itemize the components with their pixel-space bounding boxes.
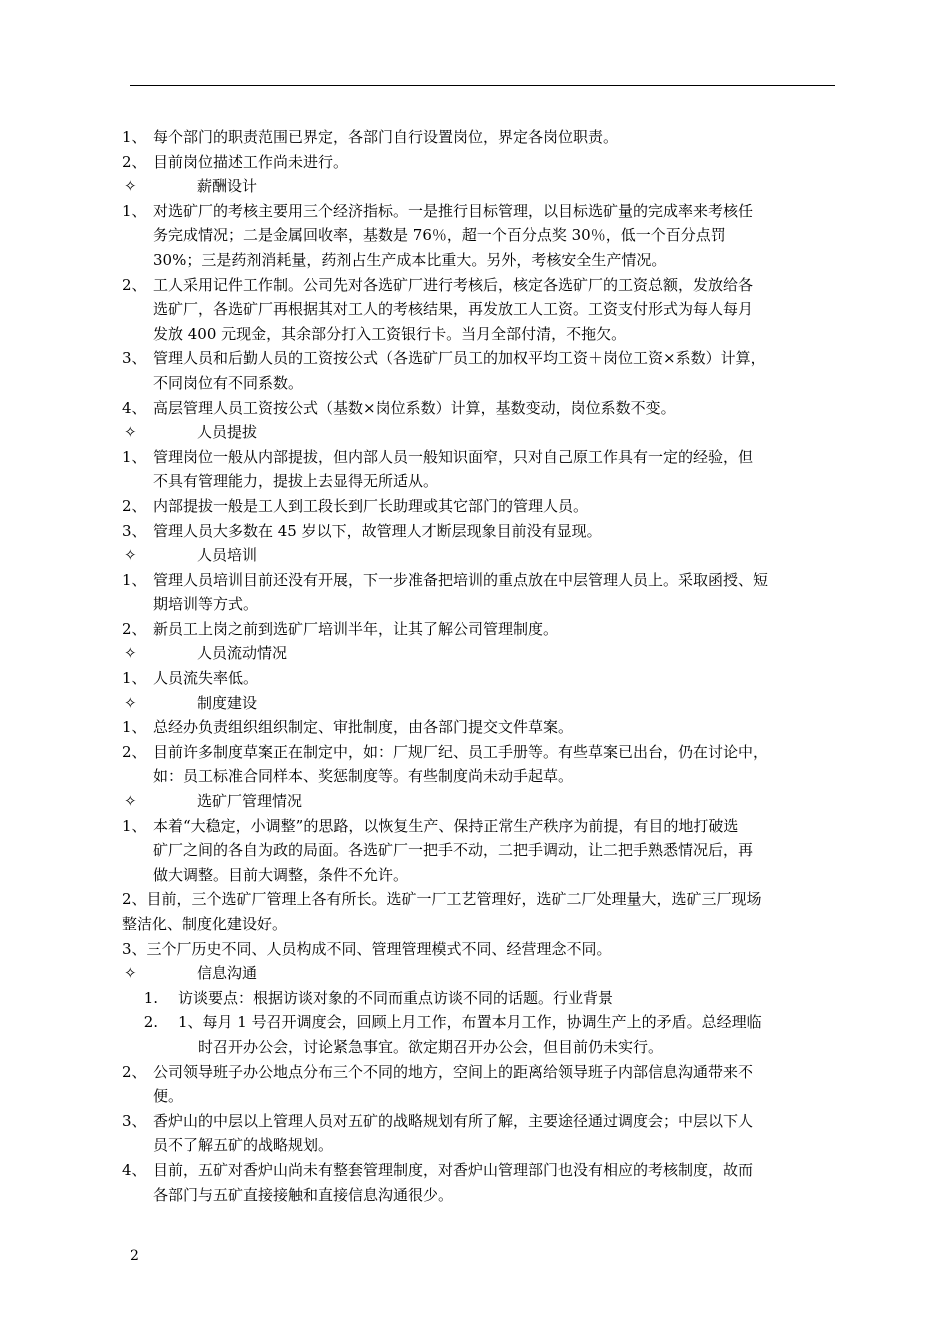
paragraph-continuation (122, 223, 842, 248)
item-number: 1. (143, 988, 158, 1007)
item-text: 目前许多制度草案正在制定中，如：厂规厂纪、员工手册等。有些草案已出台，仍在讨论中， (153, 742, 769, 761)
diamond-bullet-icon: ✧ (124, 423, 137, 442)
item-text: 各部门与五矿直接接触和直接信息沟通很少。 (153, 1185, 454, 1204)
item-text: 目前岗位描述工作尚未进行。 (153, 152, 349, 171)
section-heading (122, 174, 842, 199)
section-title: 薪酬设计 (197, 177, 258, 196)
section-title: 信息沟通 (197, 964, 258, 983)
list-item (122, 617, 842, 642)
item-number: 1、 (122, 447, 147, 466)
section-title: 人员提拔 (197, 423, 258, 442)
list-item (122, 396, 842, 421)
list-item (122, 519, 842, 544)
paragraph-continuation (122, 863, 842, 888)
section-heading (122, 641, 842, 666)
item-text: 务完成情况；二是金属回收率，基数是 76％，超一个百分点奖 30％，低一个百分点罚 (153, 226, 726, 245)
list-item (122, 814, 842, 839)
paragraph-continuation (122, 248, 842, 273)
paragraph-continuation (122, 469, 842, 494)
paragraph-continuation (122, 838, 842, 863)
item-number: 2、 (122, 152, 147, 171)
item-number: 3、 (122, 521, 147, 540)
item-text: 整洁化、制度化建设好。 (122, 915, 288, 933)
list-item (122, 346, 842, 371)
list-item (122, 273, 842, 298)
item-text: 不具有管理能力，提拔上去显得无所适从。 (153, 472, 439, 491)
item-text: 新员工上岗之前到选矿厂培训半年，让其了解公司管理制度。 (153, 619, 559, 638)
list-item (122, 1158, 842, 1183)
item-text: 管理人员培训目前还没有开展，下一步准备把培训的重点放在中层管理人员上。采取函授、短 (153, 570, 769, 589)
section-heading (122, 543, 842, 568)
list-item (122, 887, 842, 912)
list-item (122, 715, 842, 740)
item-text: 1、每月 1 号召开调度会，回顾上月工作，布置本月工作，协调生产上的矛盾。总经理临 (178, 1013, 762, 1032)
list-item (122, 666, 842, 691)
diamond-bullet-icon: ✧ (124, 177, 137, 196)
list-item (122, 986, 842, 1011)
item-text: 高层管理人员工资按公式（基数×岗位系数）计算，基数变动，岗位系数不变。 (153, 398, 676, 417)
paragraph-continuation (122, 592, 842, 617)
item-text: 公司领导班子办公地点分布三个不同的地方，空间上的距离给领导班子内部信息沟通带来不 (153, 1062, 754, 1081)
item-text: 如：员工标准合同样本、奖惩制度等。有些制度尚未动手起草。 (153, 767, 574, 786)
item-text: 期培训等方式。 (153, 595, 259, 614)
item-text: 总经办负责组织组织制定、审批制度，由各部门提交文件草案。 (153, 718, 574, 737)
item-text: 管理岗位一般从内部提拔，但内部人员一般知识面窄，只对自己原工作具有一定的经验，但 (153, 447, 754, 466)
item-text: 矿厂之间的各自为政的局面。各选矿厂一把手不动，二把手调动，让二把手熟悉情况后，再 (153, 841, 754, 860)
item-number: 2. (143, 1013, 158, 1032)
item-text: 管理人员大多数在 45 岁以下，故管理人才断层现象目前没有显现。 (153, 521, 602, 540)
item-text: 发放 400 元现金，其余部分打入工资银行卡。当月全部付清，不拖欠。 (153, 324, 627, 343)
item-number: 1、 (122, 201, 147, 220)
diamond-bullet-icon: ✧ (124, 546, 137, 565)
item-text: 选矿厂，各选矿厂再根据其对工人的考核结果，再发放工人工资。工资支付形式为每人每月 (153, 300, 754, 319)
document-body (122, 125, 842, 1207)
list-item (122, 1109, 842, 1134)
diamond-bullet-icon: ✧ (124, 693, 137, 712)
item-text: 做大调整。目前大调整，条件不允许。 (153, 865, 409, 884)
item-number: 1、 (122, 669, 147, 688)
paragraph-continuation (122, 1133, 842, 1158)
item-text: 便。 (153, 1087, 184, 1106)
section-title: 人员流动情况 (197, 644, 288, 663)
item-text: 每个部门的职责范围已界定，各部门自行设置岗位，界定各岗位职责。 (153, 128, 619, 146)
section-heading (122, 961, 842, 986)
item-text: 香炉山的中层以上管理人员对五矿的战略规划有所了解，主要途径通过调度会；中层以下人 (153, 1111, 754, 1130)
item-number: 4、 (122, 398, 147, 417)
diamond-bullet-icon: ✧ (124, 792, 137, 811)
paragraph-continuation (122, 1035, 842, 1060)
item-text: 3、三个厂历史不同、人员构成不同、管理管理模式不同、经营理念不同。 (122, 939, 612, 958)
header-rule (130, 85, 835, 86)
section-title: 选矿厂管理情况 (197, 792, 303, 811)
list-item (122, 1060, 842, 1085)
section-heading (122, 789, 842, 814)
diamond-bullet-icon: ✧ (124, 644, 137, 663)
item-number: 3、 (122, 349, 147, 368)
item-number: 1、 (122, 570, 147, 589)
list-item (122, 568, 842, 593)
item-number: 1、 (122, 128, 147, 146)
item-text: 人员流失率低。 (153, 669, 259, 688)
list-item (122, 125, 842, 150)
paragraph-continuation (122, 297, 842, 322)
item-text: 不同岗位有不同系数。 (153, 373, 304, 392)
item-text: 2、目前，三个选矿厂管理上各有所长。选矿一厂工艺管理好，选矿二厂处理量大，选矿三厂现场 (122, 890, 762, 909)
list-item (122, 912, 842, 937)
diamond-bullet-icon: ✧ (124, 964, 137, 983)
paragraph-continuation (122, 1084, 842, 1109)
section-title: 制度建设 (197, 693, 258, 712)
item-number: 2、 (122, 275, 147, 294)
paragraph-continuation (122, 371, 842, 396)
paragraph-continuation (122, 322, 842, 347)
list-item (122, 1010, 842, 1035)
item-number: 1、 (122, 718, 147, 737)
item-text: 30%；三是药剂消耗量，药剂占生产成本比重大。另外，考核安全生产情况。 (153, 250, 667, 269)
paragraph-continuation (122, 1183, 842, 1208)
paragraph-continuation (122, 764, 842, 789)
section-heading (122, 691, 842, 716)
section-title: 人员培训 (197, 546, 258, 565)
item-number: 2、 (122, 742, 147, 761)
item-text: 管理人员和后勤人员的工资按公式（各选矿厂员工的加权平均工资＋岗位工资×系数）计算， (153, 349, 766, 368)
item-number: 4、 (122, 1160, 147, 1179)
list-item (122, 494, 842, 519)
item-number: 3、 (122, 1111, 147, 1130)
list-item (122, 740, 842, 765)
item-text: 工人采用记件工作制。公司先对各选矿厂进行考核后，核定各选矿厂的工资总额，发放给各 (153, 275, 754, 294)
item-text: 时召开办公会，讨论紧急事宜。欲定期召开办公会，但目前仍未实行。 (198, 1037, 664, 1056)
list-item (122, 937, 842, 962)
item-text: 对选矿厂的考核主要用三个经济指标。一是推行目标管理，以目标选矿量的完成率来考核任 (153, 201, 754, 220)
list-item (122, 150, 842, 175)
item-number: 1、 (122, 816, 147, 835)
page-number: 2 (130, 1248, 139, 1264)
list-item (122, 199, 842, 224)
item-number: 2、 (122, 1062, 147, 1081)
item-text: 目前，五矿对香炉山尚未有整套管理制度，对香炉山管理部门也没有相应的考核制度，故而 (153, 1160, 754, 1179)
item-number: 2、 (122, 619, 147, 638)
item-number: 2、 (122, 496, 147, 515)
item-text: 访谈要点：根据访谈对象的不同而重点访谈不同的话题。行业背景 (178, 988, 614, 1007)
section-heading (122, 420, 842, 445)
item-text: 员不了解五矿的战略规划。 (153, 1136, 334, 1155)
list-item (122, 445, 842, 470)
item-text: 内部提拔一般是工人到工段长到厂长助理或其它部门的管理人员。 (153, 496, 589, 515)
item-text: 本着“大稳定，小调整”的思路，以恢复生产、保持正常生产秩序为前提，有目的地打破选 (153, 816, 739, 835)
